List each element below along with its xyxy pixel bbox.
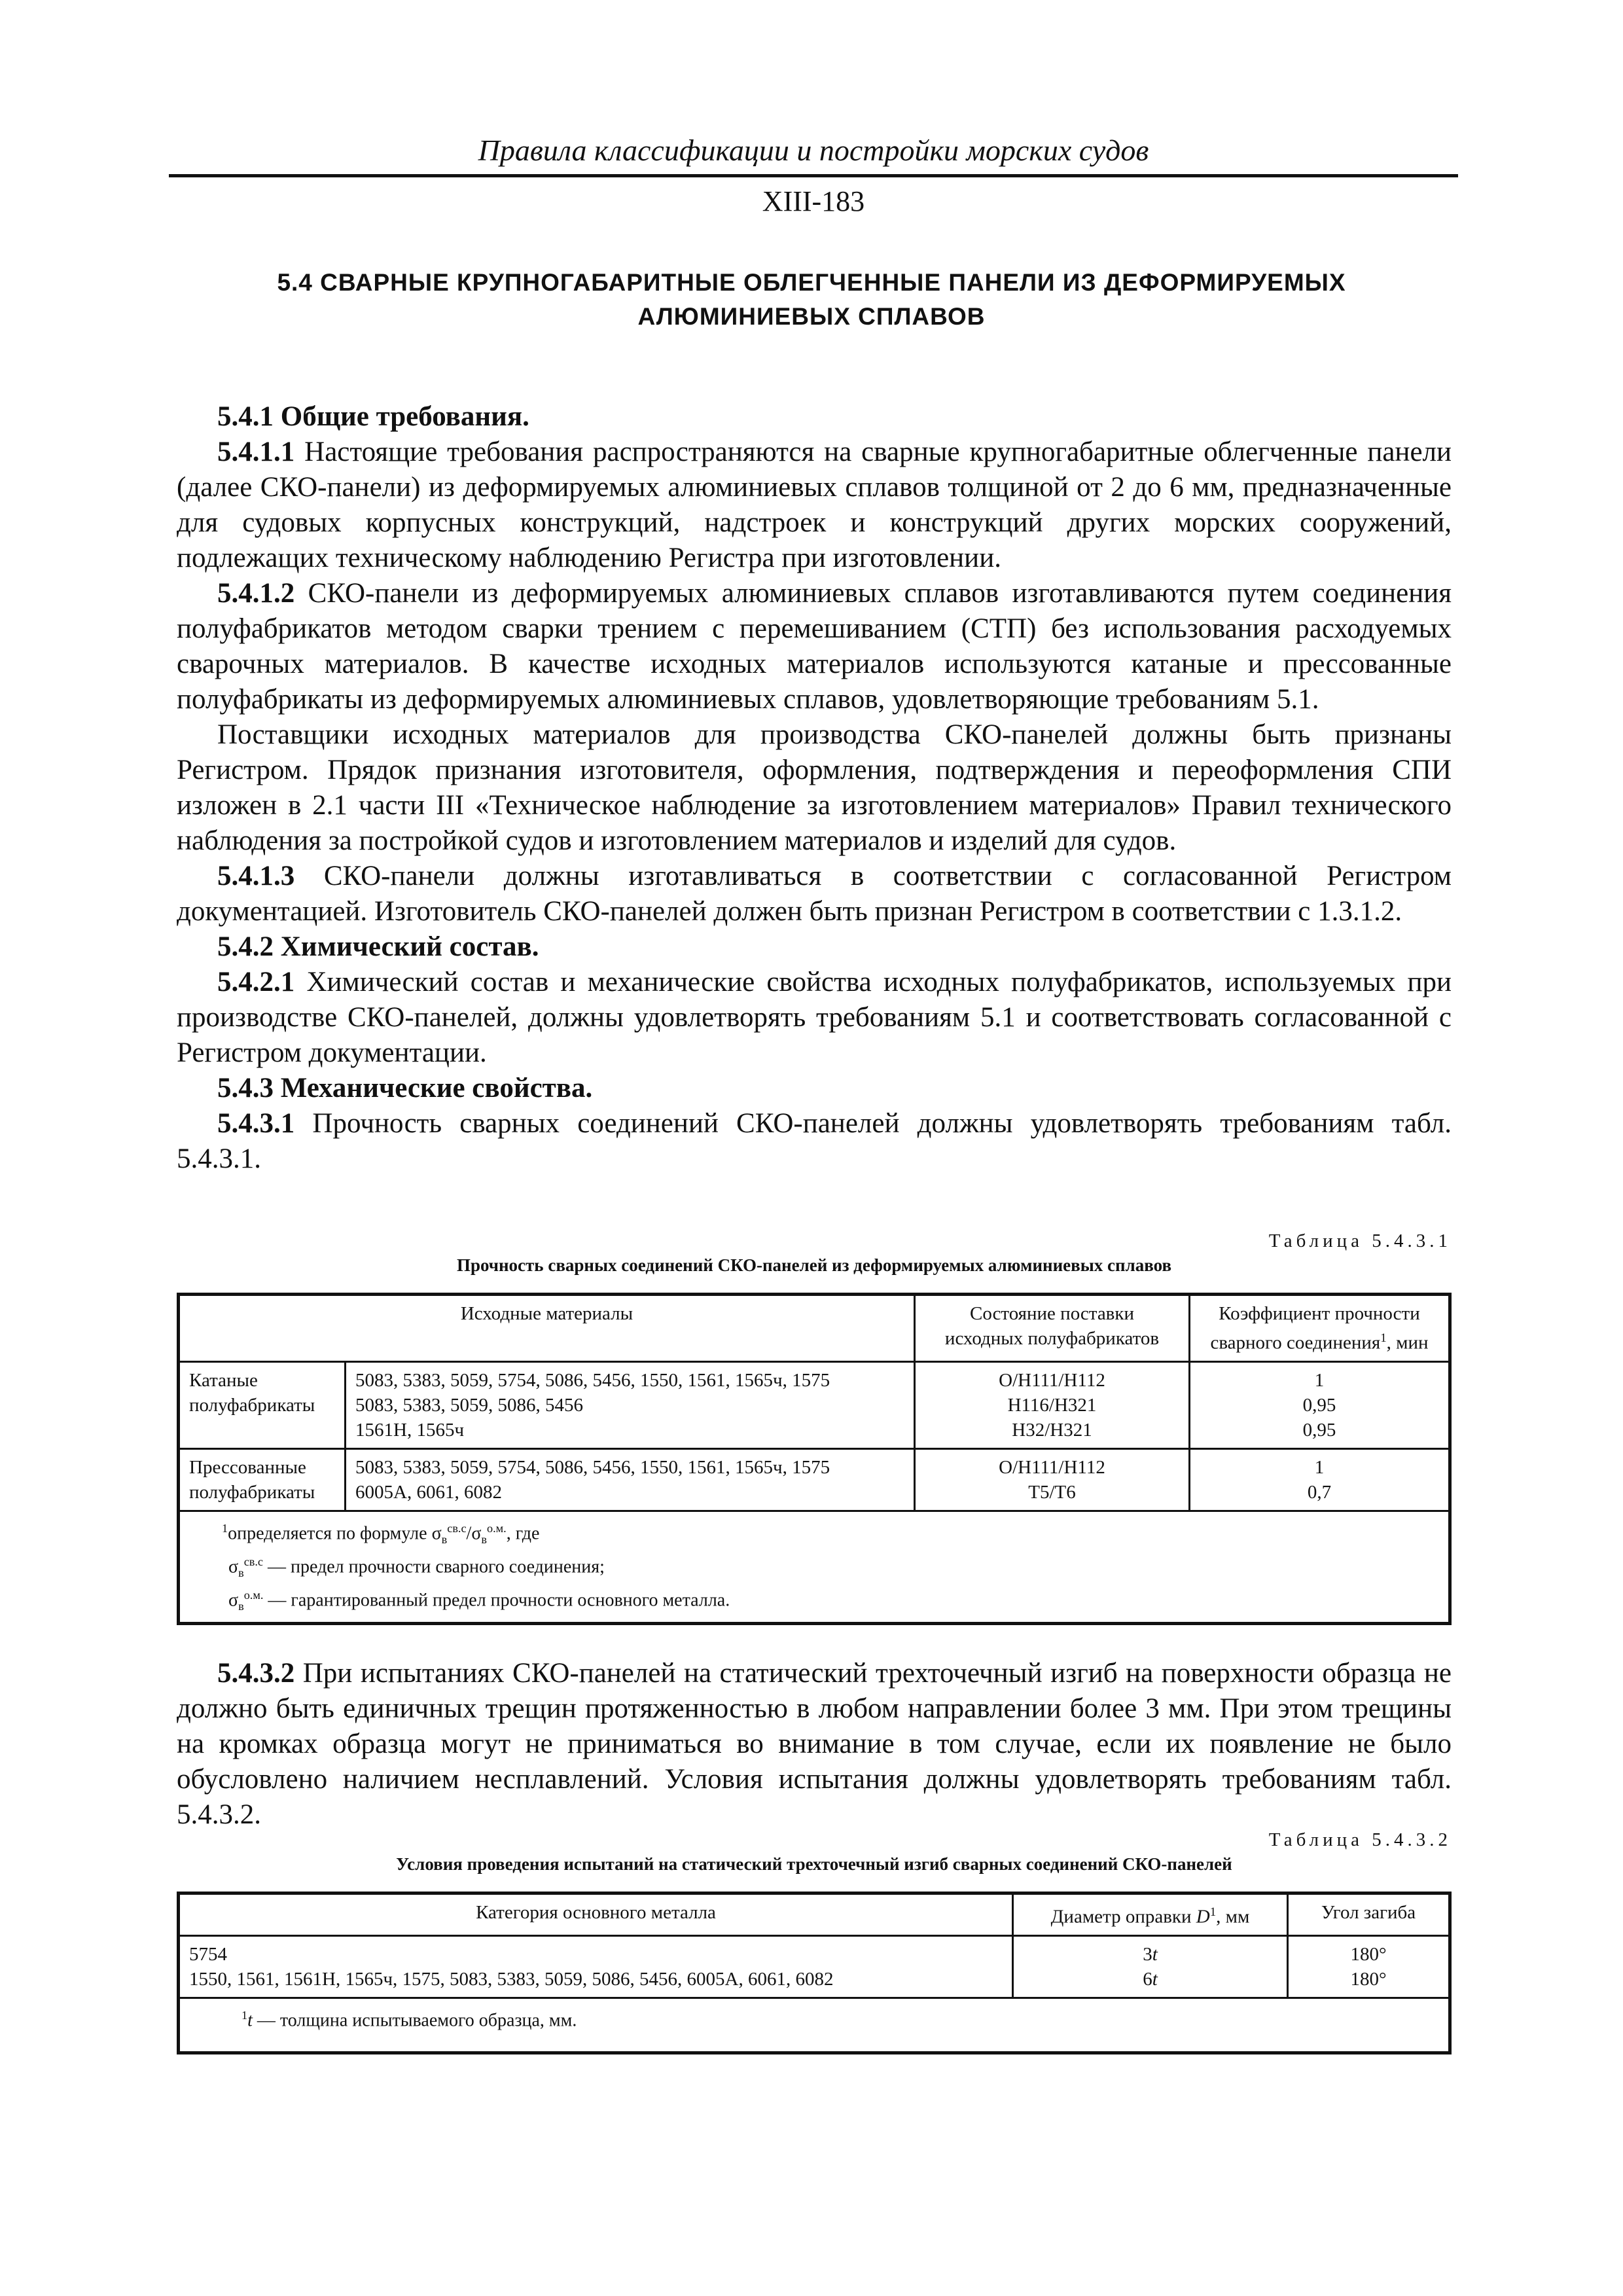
table-body-row [179,1935,1450,1998]
paragraph-text: Прочность сварных соединений СКО-панелей должны удовлетворять требованиям табл. 5.4.3.1. [177,1108,1452,1174]
paragraph-suppliers: Поставщики исходных материалов для производства СКО-панелей должны быть признаны Регистром. Прядок признания изготовителя, оформления, подтверждения и переоформления СПИ изложен в 2.1 части III «Техническое наблюдение за изготовлением материалов» Правил технического наблюдения за постройкой судов и изготовлением материалов и изделий для судов. [177,719,1452,856]
alloy-list: 6005A, 6061, 6082 [355,1481,502,1503]
page-number: XIII-183 [762,185,865,217]
subscript: в [238,1599,244,1613]
header-diameter-unit: , мм [1216,1906,1250,1928]
header-coef-suffix: , мин [1386,1332,1429,1354]
table-row-extruded [179,1448,1450,1511]
section-title [196,266,1427,334]
clause-number: 5.4.3.1 [217,1108,295,1139]
heading-5-4-2-text: 5.4.2 Химический состав. [217,931,539,962]
angle-value: 180° [1350,1943,1387,1965]
table-title: Прочность сварных соединений СКО-панелей из деформируемых алюминиевых сплавов [456,1255,1172,1275]
slash-sigma: /σ [466,1522,482,1543]
table-footnote [179,1998,1450,2053]
table-footnote [179,1511,1450,1624]
body-text-2 [177,1656,1452,1833]
footnote-line1 [222,1517,1439,1551]
coef-value: 1 [1314,1369,1325,1391]
header-rule [169,174,1458,177]
diameter-cell [1013,1935,1288,1998]
table-5-4-3-1-block [177,1230,1452,1625]
paragraph-text: Настоящие требования распространяются на сварные крупногабаритные облегченные панели (далее СКО-панели) из деформируемых алюминиевых сплавов толщиной от 2 до 6 мм, предназначенные для судовых корпусных конструкций, надстроек и конструкций других морских сооружений, подлежащих техническому наблюдению Регистра при изготовлении. [177,437,1452,573]
state-cell [915,1448,1190,1511]
clause-number: 5.4.3.2 [217,1658,295,1689]
table-header-row [179,1893,1450,1936]
group-name-line2: полуфабрикаты [189,1481,315,1503]
clause-number: 5.4.2.1 [217,967,295,997]
header-coefficient [1190,1295,1450,1362]
table-notes-row [179,1511,1450,1624]
variable-d: D [1196,1906,1210,1928]
alloys-cell [346,1448,915,1511]
heading-5-4-3-text: 5.4.3 Механические свойства. [217,1073,593,1103]
header-materials: Исходные материалы [179,1295,915,1362]
footnote-line2 [228,1551,1439,1584]
table-row-rolled [179,1361,1450,1448]
footnote-mark: 1 [222,1521,228,1535]
section-title-line2: АЛЮМИНИЕВЫХ СПЛАВОВ [637,303,986,330]
diameter-value [1023,1942,1277,1967]
superscript: св.с [243,1554,263,1568]
diameter-number: 6 [1143,1968,1152,1990]
group-name-line1: Прессованные [189,1456,306,1478]
footnote-text: — предел прочности сварного соединения; [262,1556,605,1577]
header-diameter-text: Диаметр оправки [1050,1906,1196,1928]
header-state-line1: Состояние поставки [970,1303,1134,1324]
alloy-list: 5083, 5383, 5059, 5754, 5086, 5456, 1550, 1561, 1565ч, 1575 [355,1456,830,1478]
paragraph-text: Химический состав и механические свойства исходных полуфабрикатов, используемых при производстве СКО-панелей, должны удовлетворять требованиям 5.1 и соответствовать согласованной с Регистром документации. [177,967,1452,1068]
category-value: 1550, 1561, 1561H, 1565ч, 1575, 5083, 5383, 5059, 5086, 5456, 6005A, 6061, 6082 [189,1968,834,1990]
coef-cell [1190,1361,1450,1448]
category-cell [179,1935,1013,1998]
body-text [177,399,1452,1177]
clause-number: 5.4.1.3 [217,861,295,891]
header-state-line2: исходных полуфабрикатов [944,1328,1160,1349]
subscript: в [441,1532,448,1546]
table-header-row [179,1295,1450,1362]
footnote-spacer [228,2032,1439,2046]
header-diameter [1013,1893,1288,1936]
group-name-line1: Катаные [189,1369,258,1391]
header-coef-line1: Коэффициент прочности [1219,1303,1420,1324]
state-value: H116/H321 [1007,1394,1097,1416]
heading-5-4-1 [177,399,1452,435]
paragraph-text: СКО-панели из деформируемых алюминиевых сплавов изготавливаются путем соединения полуфабрикатов методом сварки трением с перемешиванием (СТП) без использования расходуемых сварочных материалов. В качестве исходных материалов используются катаные и прессованные полуфабрикаты из деформируемых алюминиевых сплавов, удовлетворяющие требованиям 5.1. [177,578,1452,715]
angle-cell [1288,1935,1450,1998]
coef-value: 0,95 [1302,1394,1336,1416]
table-label: Таблица 5.4.3.1 [1268,1230,1452,1251]
paragraph-5-4-1-1 [177,435,1452,576]
alloy-list: 5083, 5383, 5059, 5086, 5456 [355,1394,583,1416]
table-5-4-3-2-block [177,1829,1452,2054]
state-cell [915,1361,1190,1448]
footnote-text: — гарантированный предел прочности основного металла. [263,1589,730,1610]
subscript: в [481,1532,488,1546]
group-name-extruded [179,1448,346,1511]
clause-number: 5.4.1.2 [217,578,295,609]
paragraph-5-4-3-2 [177,1656,1452,1833]
alloy-list: 5083, 5383, 5059, 5754, 5086, 5456, 1550, 1561, 1565ч, 1575 [355,1369,830,1391]
sigma-symbol: σ [228,1589,239,1610]
table-title: Условия проведения испытаний на статический трехточечный изгиб сварных соединений СКО-панелей [396,1854,1232,1874]
alloy-list: 1561H, 1565ч [355,1419,465,1441]
footnote-ref: 1 [1209,1905,1217,1919]
footnote-mark: 1 [241,2008,248,2022]
superscript: о.м. [487,1521,507,1535]
state-value: H32/H321 [1012,1419,1092,1441]
diameter-value [1023,1967,1277,1992]
diameter-number: 3 [1143,1943,1152,1965]
footnote-line3 [228,1584,1439,1617]
table-5-4-3-1 [177,1293,1452,1625]
clause-number: 5.4.1.1 [217,437,295,467]
subscript: в [238,1566,244,1579]
footnote-line [241,2004,1439,2032]
group-name-line2: полуфабрикаты [189,1394,315,1416]
state-value: O/H111/H112 [999,1369,1105,1391]
superscript: о.м. [243,1588,264,1602]
heading-5-4-2 [177,929,1452,965]
paragraph-text: При испытаниях СКО-панелей на статический трехточечный изгиб на поверхности образца не должно быть единичных трещин протяженностью в любом направлении более 3 мм. При этом трещины на кромках образца могут не приниматься во внимание в том случае, если их появление не было обусловлено наличием несплавлений. Условия испытания должны удовлетворять требованиям табл. 5.4.3.2. [177,1658,1452,1830]
footnote-text: — толщина испытываемого образца, мм. [252,2009,577,2030]
alloys-cell [346,1361,915,1448]
category-value: 5754 [189,1943,227,1965]
variable-t: t [247,2009,253,2030]
header-state [915,1295,1190,1362]
variable-t: t [1152,1968,1158,1990]
header-angle: Угол загиба [1288,1893,1450,1936]
state-value: T5/T6 [1028,1481,1076,1503]
superscript: св.с [447,1521,467,1535]
coef-value: 0,95 [1302,1419,1336,1441]
paragraph-5-4-2-1 [177,965,1452,1071]
header-coef-text: сварного соединения [1210,1332,1381,1354]
table-notes-row [179,1998,1450,2053]
footnote-ref: 1 [1380,1331,1387,1345]
state-value: O/H111/H112 [999,1456,1105,1478]
heading-5-4-1-text: 5.4.1 Общие требования. [217,401,529,432]
header-category: Категория основного металла [179,1893,1013,1936]
paragraph-5-4-1-2 [177,576,1452,717]
heading-5-4-3 [177,1071,1452,1106]
coef-value: 0,7 [1307,1481,1332,1503]
section-title-line1: 5.4 СВАРНЫЕ КРУПНОГАБАРИТНЫЕ ОБЛЕГЧЕННЫЕ ПАНЕЛИ ИЗ ДЕФОРМИРУЕМЫХ [277,269,1346,296]
running-title: Правила классификации и постройки морских судов [478,134,1149,167]
paragraph-5-4-3-1 [177,1106,1452,1177]
group-name-rolled [179,1361,346,1448]
paragraph-text: СКО-панели должны изготавливаться в соответствии с согласованной Регистром документацией. Изготовитель СКО-панелей должен быть признан Регистром в соответствии с 1.3.1.2. [177,861,1452,927]
table-5-4-3-2 [177,1892,1452,2054]
variable-t: t [1152,1943,1158,1965]
header-coef-line2 [1200,1326,1439,1355]
footnote-text: определяется по формуле σ [228,1522,442,1543]
coef-cell [1190,1448,1450,1511]
coef-value: 1 [1314,1456,1325,1478]
sigma-symbol: σ [228,1556,239,1577]
table-label: Таблица 5.4.3.2 [1268,1829,1452,1850]
footnote-end: , где [506,1522,540,1543]
angle-value: 180° [1350,1968,1387,1990]
paragraph-5-4-1-3 [177,859,1452,929]
